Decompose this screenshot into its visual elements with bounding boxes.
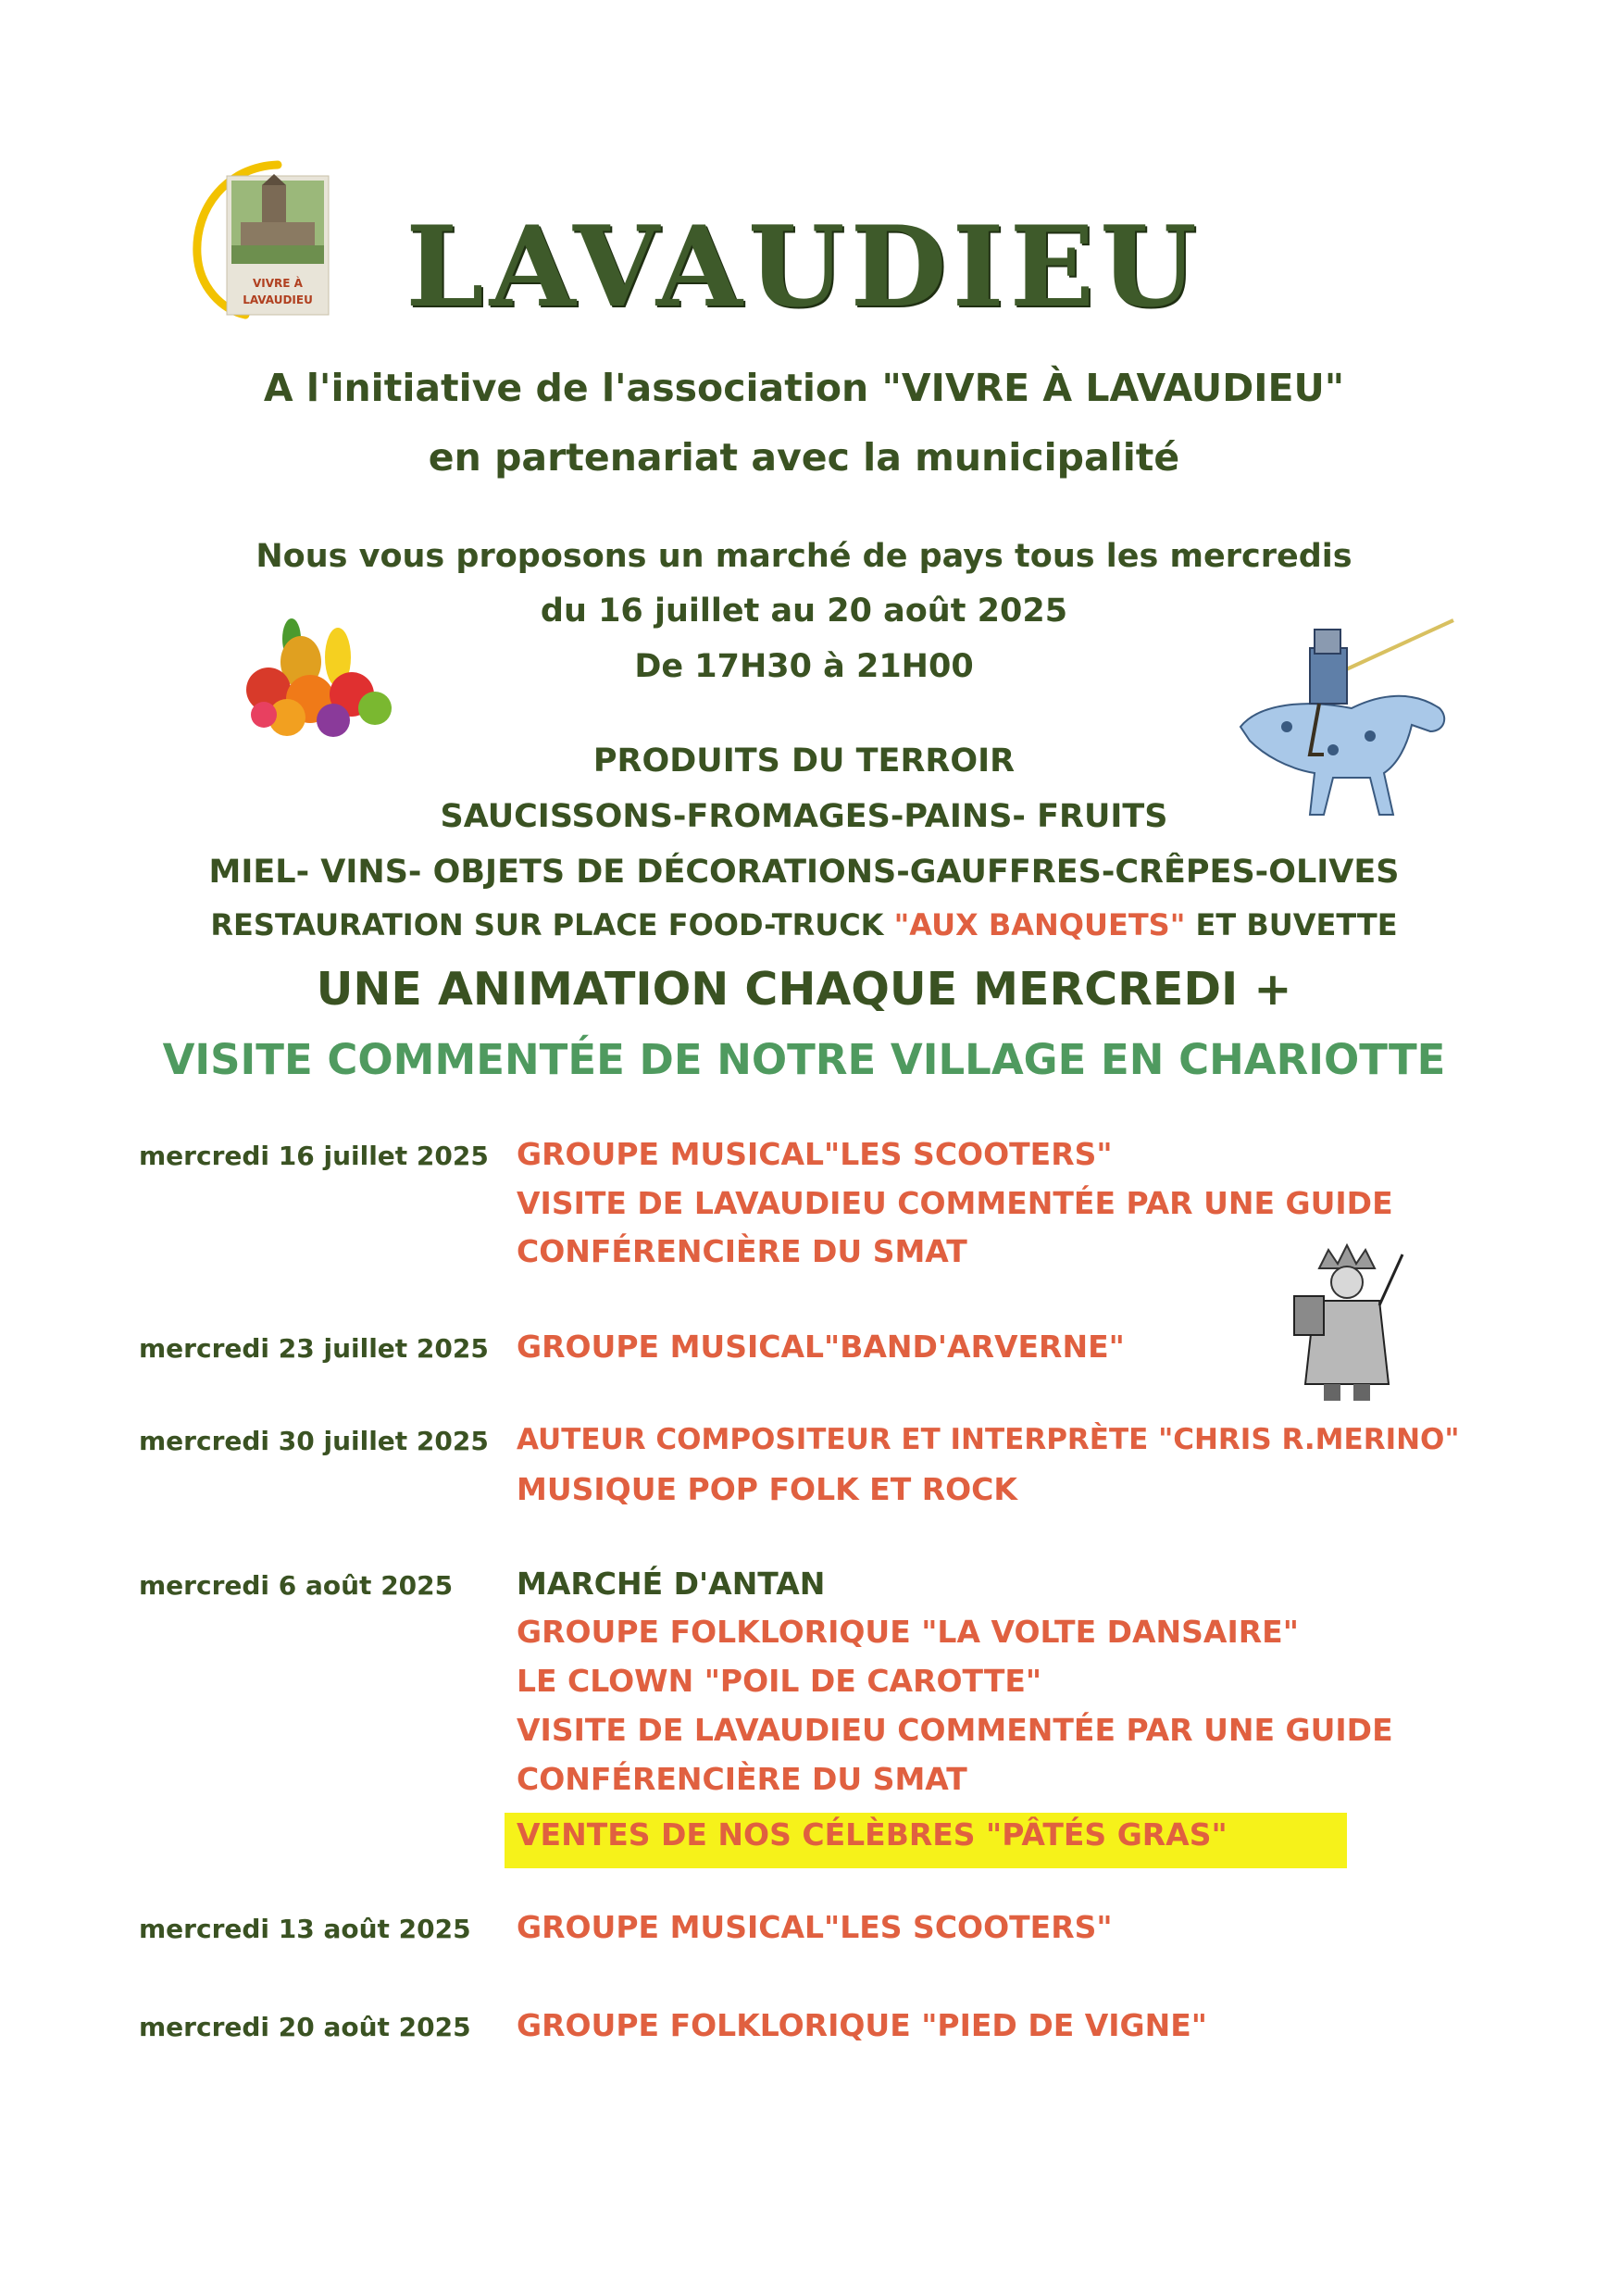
schedule-event: VISITE DE LAVAUDIEU COMMENTÉE PAR UNE GUIDE <box>517 1712 1393 1748</box>
schedule-event: AUTEUR COMPOSITEUR ET INTERPRÈTE "CHRIS R.MERINO" <box>517 1423 1460 1456</box>
fruits-illustration <box>236 611 398 741</box>
logo-text-line2: LAVAUDIEU <box>243 293 313 306</box>
schedule-date: mercredi 20 août 2025 <box>139 2012 471 2042</box>
restauration-suffix: ET BUVETTE <box>1185 907 1398 942</box>
schedule-event: GROUPE FOLKLORIQUE "LA VOLTE DANSAIRE" <box>517 1614 1299 1650</box>
schedule-date: mercredi 23 juillet 2025 <box>139 1333 489 1364</box>
proposal-dates: du 16 juillet au 20 août 2025 <box>540 593 1068 630</box>
schedule-date: mercredi 6 août 2025 <box>139 1570 454 1601</box>
schedule-event: MARCHÉ D'ANTAN <box>517 1566 826 1602</box>
proposal-hours: De 17H30 à 21H00 <box>634 648 974 685</box>
schedule-date: mercredi 30 juillet 2025 <box>139 1426 489 1456</box>
animation-heading: UNE ANIMATION CHAQUE MERCREDI + <box>316 963 1292 1016</box>
products-line-terroir: PRODUITS DU TERROIR <box>592 742 1016 780</box>
subtitle-partnership: en partenariat avec la municipalité <box>428 435 1180 480</box>
schedule-event: LE CLOWN "POIL DE CAROTTE" <box>517 1663 1042 1699</box>
schedule-event: GROUPE FOLKLORIQUE "PIED DE VIGNE" <box>517 2007 1207 2043</box>
schedule-date: mercredi 16 juillet 2025 <box>139 1141 489 1171</box>
schedule-event: GROUPE MUSICAL"BAND'ARVERNE" <box>517 1329 1125 1365</box>
schedule-event: GROUPE MUSICAL"LES SCOOTERS" <box>517 1136 1113 1172</box>
logo-text-line1: VIVRE À <box>253 277 303 290</box>
page-title: LAVAUDIEU <box>405 202 1203 332</box>
guided-visit-heading: VISITE COMMENTÉE DE NOTRE VILLAGE EN CHARIOTTE <box>162 1035 1446 1084</box>
schedule-event: MUSIQUE POP FOLK ET ROCK <box>517 1471 1017 1507</box>
restauration-prefix: RESTAURATION SUR PLACE FOOD-TRUCK <box>210 907 894 942</box>
schedule-event-highlighted: VENTES DE NOS CÉLÈBRES "PÂTÉS GRAS" <box>517 1816 1228 1853</box>
schedule-event: GROUPE MUSICAL"LES SCOOTERS" <box>517 1909 1113 1945</box>
knight-on-horse-illustration <box>1222 616 1463 824</box>
king-illustration <box>1287 1241 1407 1403</box>
schedule-event: VISITE DE LAVAUDIEU COMMENTÉE PAR UNE GUIDE <box>517 1185 1393 1221</box>
schedule-event: CONFÉRENCIÈRE DU SMAT <box>517 1233 967 1269</box>
schedule-event: CONFÉRENCIÈRE DU SMAT <box>517 1761 967 1797</box>
subtitle-initiative: A l'initiative de l'association "VIVRE À LAVAUDIEU" <box>263 366 1345 410</box>
proposal-market: Nous vous proposons un marché de pays tous les mercredis <box>256 538 1352 575</box>
products-line-food: SAUCISSONS-FROMAGES-PAINS- FRUITS <box>440 798 1168 835</box>
products-line-goods: MIEL- VINS- OBJETS DE DÉCORATIONS-GAUFFRES-CRÊPES-OLIVES <box>208 854 1400 891</box>
food-truck-name: "AUX BANQUETS" <box>893 907 1186 942</box>
products-line-restauration <box>0 907 1608 942</box>
schedule-date: mercredi 13 août 2025 <box>139 1914 471 1944</box>
